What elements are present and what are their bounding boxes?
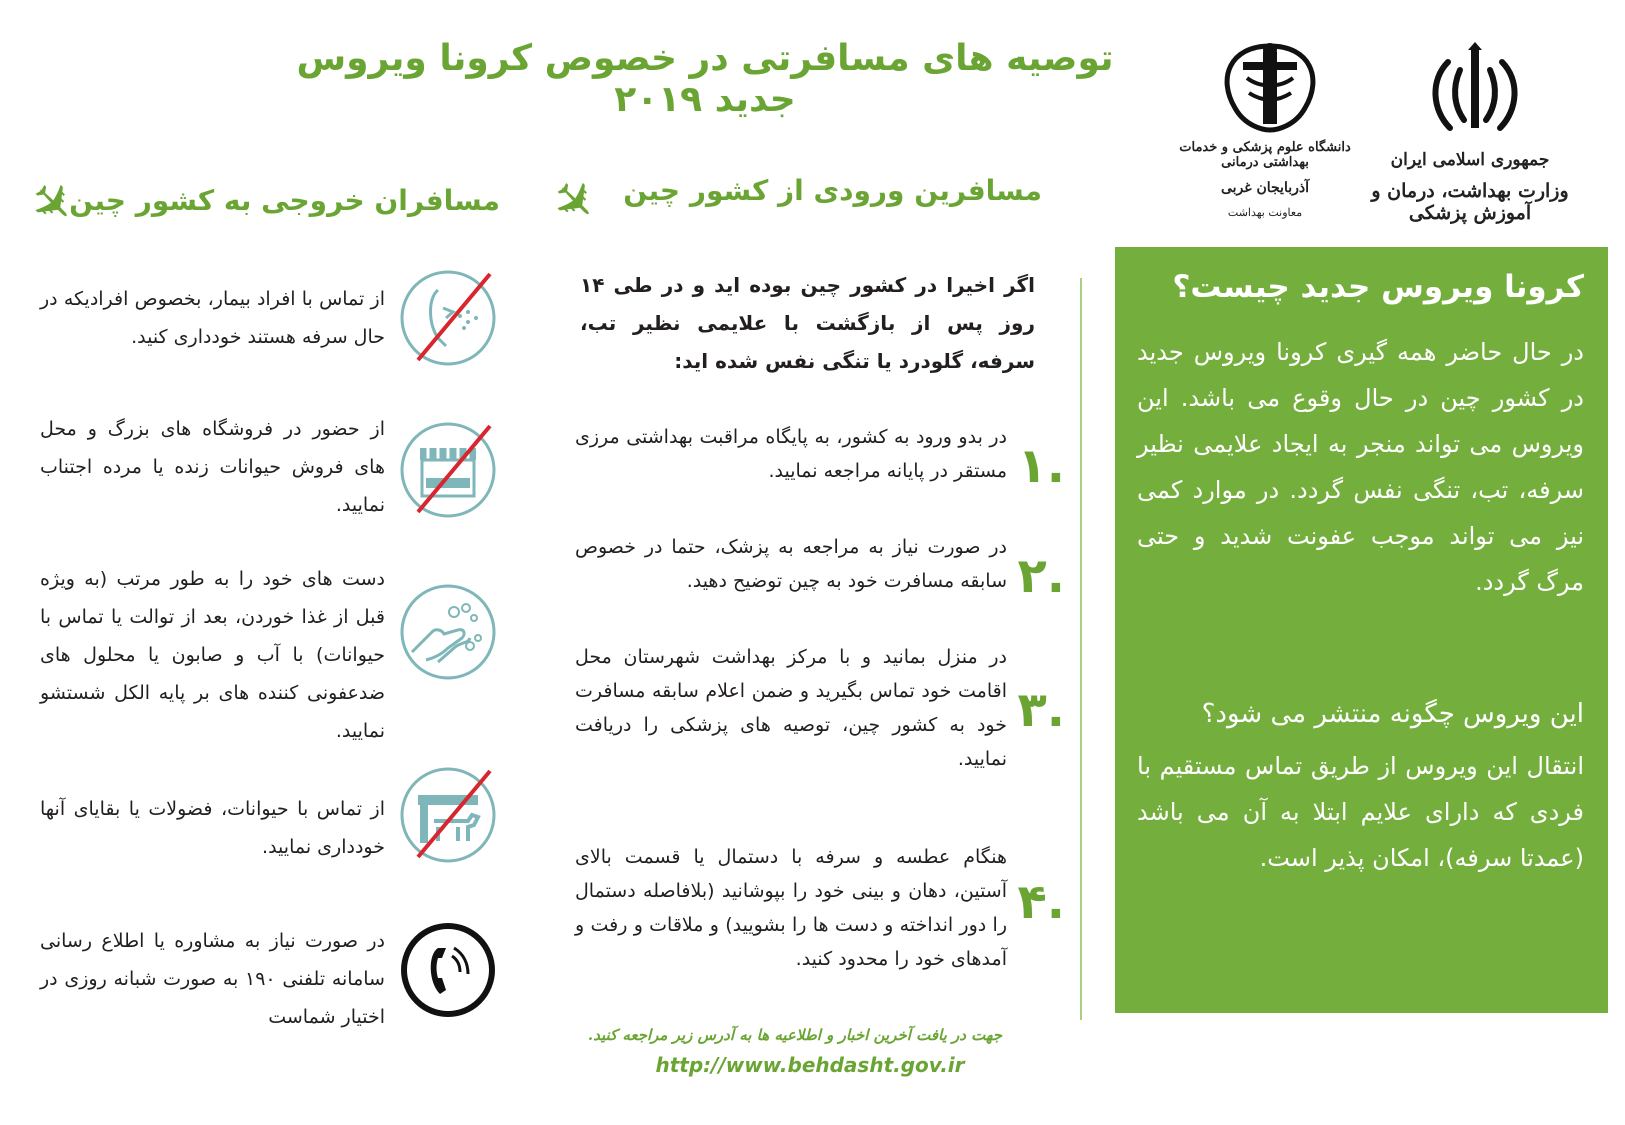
outgoing-header <box>15 167 500 241</box>
airplane-icon: ✈ <box>15 167 89 241</box>
ministry-name <box>1345 150 1595 224</box>
university-logo <box>1205 38 1335 138</box>
step-1 <box>575 420 1065 500</box>
incoming-intro: اگر اخیرا در کشور چین بوده اید و در طی ۱۴ روز پس از بازگشت با علایمی نظیر تب، سرفه، گلودرد یا تنگی نفس شده اید: <box>580 273 1035 373</box>
no-animals-icon <box>398 765 498 865</box>
info-question-2: این ویروس چگونه منتشر می شود؟ <box>1201 699 1584 729</box>
info-answer-1: در حال حاضر همه گیری کرونا ویروس جدید در کشور چین در حال وقوع می باشد. این ویروس می تواند منجر به ایجاد علایمی نظیر سرفه، تب، تنگی نفس گردد. در موارد کمی نیز می تواند موجب عفونت شدید و حتی مرگ گردد. <box>1137 338 1584 596</box>
step-number: ۲. <box>1017 548 1065 604</box>
step-text: هنگام عطسه و سرفه با دستمال یا قسمت بالای آستین، دهان و بینی خود را بپوشانید (بلافاصله دستمال را دور انداخته و دست ها را بشویید) و ملاقات و رفت و آمدهای خود را محدود کنید. <box>575 846 1007 970</box>
university-emblem-icon <box>1205 38 1335 138</box>
footer-url-link[interactable]: http://www.behdasht.gov.ir <box>655 1053 965 1077</box>
info-box <box>1115 247 1608 1013</box>
university-name <box>1165 140 1365 219</box>
advice-text: از حضور در فروشگاه های بزرگ و محل های فروش حیوانات زنده یا مرده اجتناب نمایید. <box>40 418 385 516</box>
step-text: در صورت نیاز به مراجعه به پزشک، حتما در خصوص سابقه مسافرت خود به چین توضیح دهید. <box>575 536 1007 592</box>
incoming-title: مسافرین ورودی از کشور چین <box>623 174 1042 207</box>
step-number: ۴. <box>1017 874 1065 930</box>
iran-emblem-icon <box>1420 40 1530 140</box>
step-text: در بدو ورود به کشور، به پایگاه مراقبت بهداشتی مرزی مستقر در پایانه مراجعه نمایید. <box>575 426 1007 482</box>
phone-icon <box>398 920 498 1020</box>
ministry-line2: وزارت بهداشت، درمان و آموزش پزشکی <box>1371 180 1569 224</box>
advice-text: دست های خود را به طور مرتب (به ویژه قبل از غذا خوردن، بعد از توالت یا تماس با حیوانات) با آب و صابون یا محلول های ضدعفونی کننده های بر پایه الکل شستشو نمایید. <box>40 568 385 742</box>
no-cough-contact-icon <box>398 268 498 368</box>
info-answer-2: انتقال این ویروس از طریق تماس مستقیم با فردی که دارای علایم ابتلا به آن می باشد (عمدتا سرفه)، امکان پذیر است. <box>1137 752 1584 872</box>
column-divider <box>1080 278 1082 1020</box>
step-number: ۳. <box>1017 682 1065 738</box>
step-2 <box>575 530 1065 610</box>
step-4 <box>575 840 1065 990</box>
university-line2: آذربایجان غربی <box>1220 180 1309 196</box>
step-3 <box>575 640 1065 790</box>
ministry-logo <box>1420 40 1530 140</box>
step-number: ۱. <box>1017 438 1065 494</box>
step-text: در منزل بمانید و با مرکز بهداشت شهرستان محل اقامت خود تماس بگیرید و ضمن اعلام سابقه مسافرت خود به کشور چین، توصیه های پزشکی را دریافت نمایید. <box>575 646 1007 770</box>
advice-text: از تماس با حیوانات، فضولات یا بقایای آنها خودداری نمایید. <box>40 798 385 858</box>
airplane-icon: ✈ <box>537 165 611 239</box>
advice-text: از تماس با افراد بیمار، بخصوص افرادیکه در حال سرفه هستند خودداری کنید. <box>40 288 385 348</box>
footer-note: جهت در یافت آخرین اخبار و اطلاعیه ها به آدرس زیر مراجعه کنید. <box>587 1026 1003 1044</box>
incoming-header <box>537 165 1042 239</box>
page-title: توصیه های مسافرتی در خصوص کرونا ویروس جدید ۲۰۱۹ <box>296 38 1114 120</box>
ministry-line1: جمهوری اسلامی ایران <box>1390 150 1550 170</box>
outgoing-title: مسافران خروجی به کشور چین <box>69 184 500 217</box>
hand-washing-icon <box>398 582 498 682</box>
no-market-icon <box>398 420 498 520</box>
university-line3: معاونت بهداشت <box>1227 206 1303 219</box>
advice-text: در صورت نیاز به مشاوره یا اطلاع رسانی سامانه تلفنی ۱۹۰ به صورت شبانه روزی در اختیار شماست <box>40 930 385 1028</box>
info-question-1: کرونا ویروس جدید چیست؟ <box>1172 269 1584 305</box>
university-line1: دانشگاه علوم پزشکی و خدمات بهداشتی درمانی <box>1179 140 1351 170</box>
